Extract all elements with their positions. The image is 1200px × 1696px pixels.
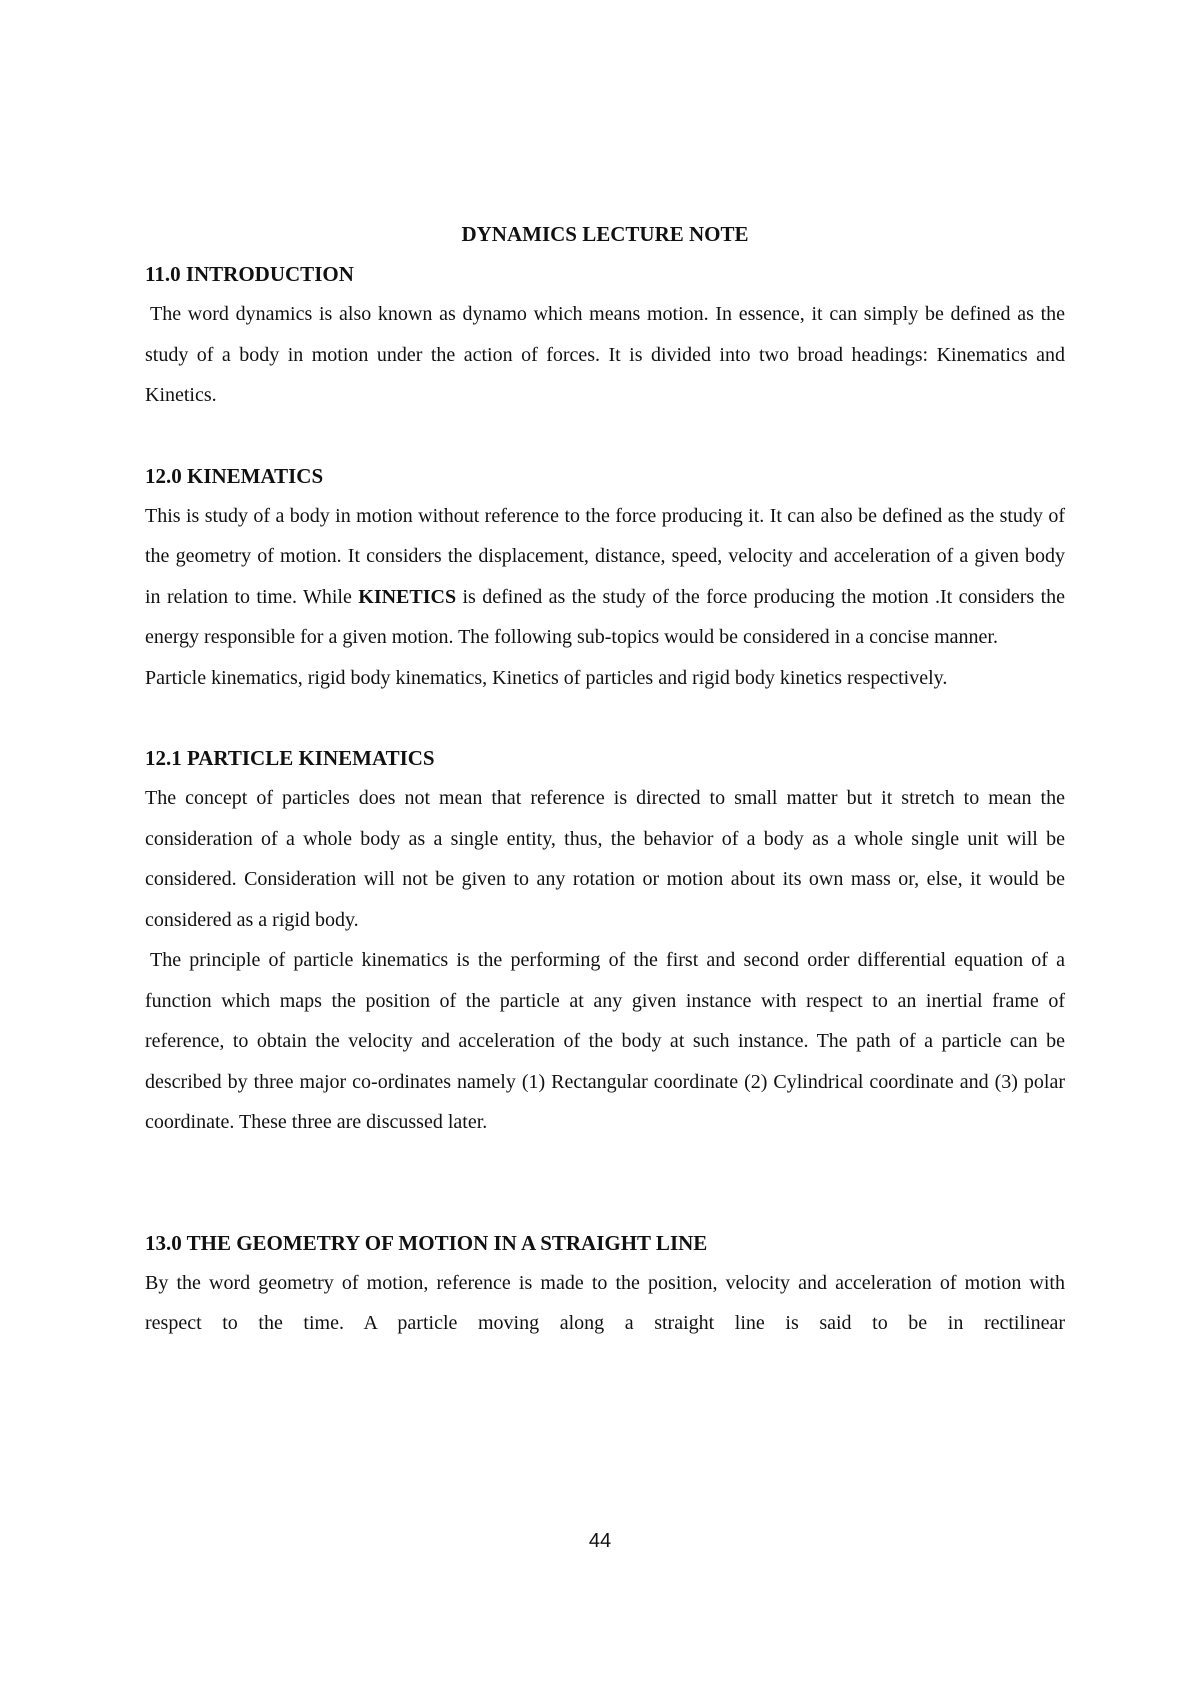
paragraph-particle-concept: The concept of particles does not mean that reference is directed to small matter but it stretch to mean the consideration of a whole body as a single entity, thus, the behavior of a body as a whole single unit will be considered. Consideration will not be given to any rotation or motion about its own mass or, else, it would be considered as a rigid body. (145, 787, 1065, 931)
section-heading-particle-kinematics: 12.1 PARTICLE KINEMATICS (145, 746, 435, 770)
section-spacer (145, 1143, 1065, 1223)
paragraph-particle-principle: The principle of particle kinematics is the performing of the first and second order differential equation of a function which maps the position of the particle at any given instance with respect to an inertial frame of reference, to obtain the velocity and acceleration of the body at such instance. The path of a particle can be described by three major co-ordinates namely (1) Rectangular coordinate (2) Cylindrical coordinate and (3) polar coordinate. These three are discussed later. (145, 949, 1065, 1133)
page-number: 44 (588, 1530, 612, 1552)
section-heading-introduction: 11.0 INTRODUCTION (145, 262, 354, 286)
paragraph-introduction: The word dynamics is also known as dynamo which means motion. In essence, it can simply be defined as the study of a body in motion under the action of forces. It is divided into two broad headings: Kinematics and Kinetics. (145, 303, 1065, 406)
paragraph-kinematics-definition (145, 496, 1065, 658)
bold-term-kinetics: KINETICS (358, 585, 457, 608)
document-title: DYNAMICS LECTURE NOTE (461, 222, 749, 246)
paragraph-subtopics: Particle kinematics, rigid body kinematics, Kinetics of particles and rigid body kinetics respectively. (145, 666, 948, 689)
paragraph-text: is defined as the study of the force producing the motion .It considers the energy responsible for a given motion. The following sub-topics would be considered in a concise manner. (145, 585, 1066, 648)
section-heading-kinematics: 12.0 KINEMATICS (145, 463, 324, 488)
page-content (145, 214, 1065, 1344)
section-spacer (145, 416, 1065, 456)
section-heading-geometry-of-motion: 13.0 THE GEOMETRY OF MOTION IN A STRAIGHT LINE (145, 1230, 708, 1255)
paragraph-text: This is study of a body in motion without reference to the force producing it. It can also be defined as the study of the geometry of motion. It considers the displacement, distance, speed, velocity and acceleration of a given body in relation to time. While (145, 504, 1065, 608)
paragraph-geometry-of-motion: By the word geometry of motion, reference is made to the position, velocity and acceleration of motion with respect to the time. A particle moving along a straight line is said to be in rectilinear (145, 1271, 1065, 1334)
section-spacer (145, 698, 1065, 738)
